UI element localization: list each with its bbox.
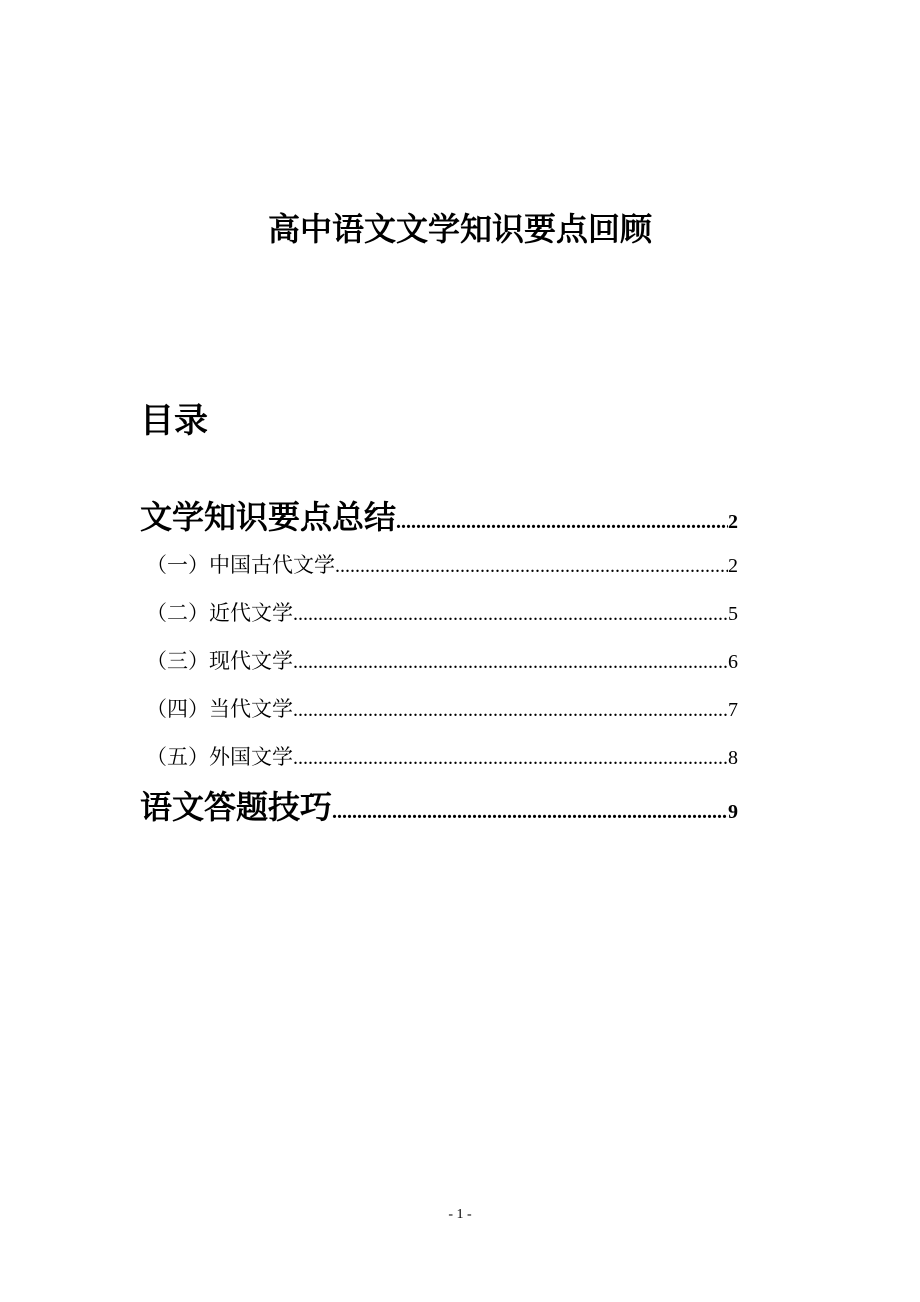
toc-page-number: 2 (728, 511, 738, 533)
toc-dot-leader (335, 549, 728, 583)
toc-entry-label: （四）当代文学 (146, 697, 293, 721)
document-title: 高中语文文学知识要点回顾 (267, 210, 652, 248)
toc-dot-leader (293, 741, 728, 775)
toc-entry-label: （二）近代文学 (146, 601, 293, 625)
toc-dot-leader (293, 645, 728, 679)
toc-dot-leader (332, 789, 728, 835)
toc-entry-ancient-literature[interactable] (146, 548, 738, 582)
toc-heading: 目录 (140, 401, 208, 441)
toc-entry-label: （一）中国古代文学 (146, 553, 335, 577)
toc-page-number: 5 (728, 603, 738, 625)
toc-entry-label: （五）外国文学 (146, 745, 293, 769)
toc-entry-label: 文学知识要点总结 (140, 498, 397, 536)
toc-entry-modern-literature[interactable] (146, 644, 738, 678)
toc-dot-leader (293, 597, 728, 631)
toc-dot-leader (396, 499, 728, 545)
toc-page-number: 6 (728, 651, 738, 673)
toc-page-number: 2 (728, 555, 738, 577)
toc-entry-answering-techniques[interactable] (140, 784, 738, 830)
toc-entry-literature-summary[interactable] (140, 494, 738, 540)
toc-entry-label: 语文答题技巧 (140, 788, 333, 826)
toc-entry-contemporary-literature[interactable] (146, 692, 738, 726)
toc-entry-label: （三）现代文学 (146, 649, 293, 673)
toc-page-number: 8 (728, 747, 738, 769)
footer-page-number: - 1 - (448, 1207, 472, 1222)
toc-entry-early-modern-literature[interactable] (146, 596, 738, 630)
toc-entry-foreign-literature[interactable] (146, 740, 738, 774)
toc-page-number: 7 (728, 699, 738, 721)
toc-page-number: 9 (728, 801, 738, 823)
toc-dot-leader (293, 693, 728, 727)
